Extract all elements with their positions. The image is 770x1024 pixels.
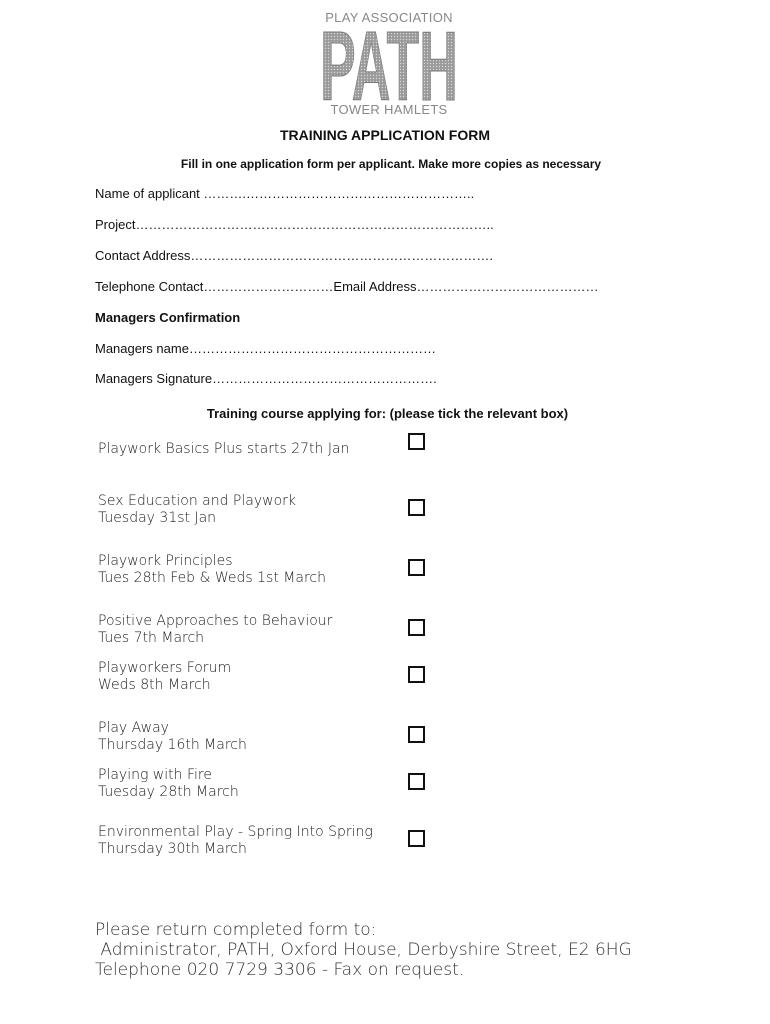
course-checkbox[interactable] [408, 830, 425, 847]
course-checkbox[interactable] [408, 619, 425, 636]
course-date: Thursday 16th March [98, 737, 247, 753]
managers-signature-field[interactable]: Managers Signature……………………………………………. [95, 371, 437, 386]
course-checkbox[interactable] [408, 666, 425, 683]
course-item [98, 824, 373, 858]
course-date: Thursday 30th March [98, 841, 247, 857]
course-title: Sex Education and Playwork [98, 493, 297, 509]
course-item [98, 660, 231, 694]
logo-bottom-text: TOWER HAMLETS [330, 102, 448, 117]
path-logo [312, 8, 466, 120]
form-title: TRAINING APPLICATION FORM [280, 127, 490, 143]
course-checkbox[interactable] [408, 726, 425, 743]
telephone-email-field[interactable]: Telephone Contact…………………………Email Address…………………………………… [95, 279, 599, 294]
course-date: Tuesday 28th March [98, 784, 239, 800]
course-item [98, 553, 326, 587]
managers-confirmation-heading: Managers Confirmation [95, 310, 241, 325]
course-item [98, 613, 332, 647]
course-title: Playwork Principles [98, 553, 233, 569]
course-item [98, 493, 296, 527]
courses-heading: Training course applying for: (please tick the relevant box) [206, 406, 569, 421]
form-subtitle: Fill in one application form per applicant. Make more copies as necessary [180, 157, 602, 171]
course-checkbox[interactable] [408, 559, 425, 576]
course-title: Play Away [98, 720, 169, 736]
course-title: Positive Approaches to Behaviour [98, 613, 333, 629]
course-date: Tuesday 31st Jan [98, 510, 217, 526]
contact-address-field[interactable]: Contact Address……………………………………………………………. [95, 248, 493, 263]
course-date: Weds 8th March [98, 677, 211, 693]
course-item [98, 767, 239, 801]
course-checkbox[interactable] [408, 433, 425, 450]
logo-top-text: PLAY ASSOCIATION [325, 10, 453, 25]
course-checkbox[interactable] [408, 773, 425, 790]
course-title: Playing with Fire [98, 767, 212, 783]
logo-wordmark [318, 26, 460, 104]
course-title: Playwork Basics Plus starts 27th Jan [98, 441, 350, 457]
course-item [98, 720, 247, 754]
course-date: Tues 28th Feb & Weds 1st March [98, 570, 326, 586]
project-field[interactable]: Project……………………………………………………………………….. [95, 217, 494, 232]
svg-text:PATH: PATH [320, 26, 458, 104]
return-heading: Please return completed form to: [95, 920, 377, 940]
course-date: Tues 7th March [98, 630, 205, 646]
managers-name-field[interactable]: Managers name………………………………………………… [95, 341, 436, 356]
return-telephone: Telephone 020 7729 3306 - Fax on request. [95, 960, 465, 980]
return-instructions [95, 920, 632, 980]
course-title: Playworkers Forum [98, 660, 232, 676]
course-checkbox[interactable] [408, 499, 425, 516]
applicant-name-field[interactable]: Name of applicant ……….…………………………………………….. [95, 186, 475, 201]
course-item [98, 441, 349, 458]
course-title: Environmental Play - Spring Into Spring [98, 824, 373, 840]
return-address: Administrator, PATH, Oxford House, Derbyshire Street, E2 6HG [95, 940, 632, 960]
